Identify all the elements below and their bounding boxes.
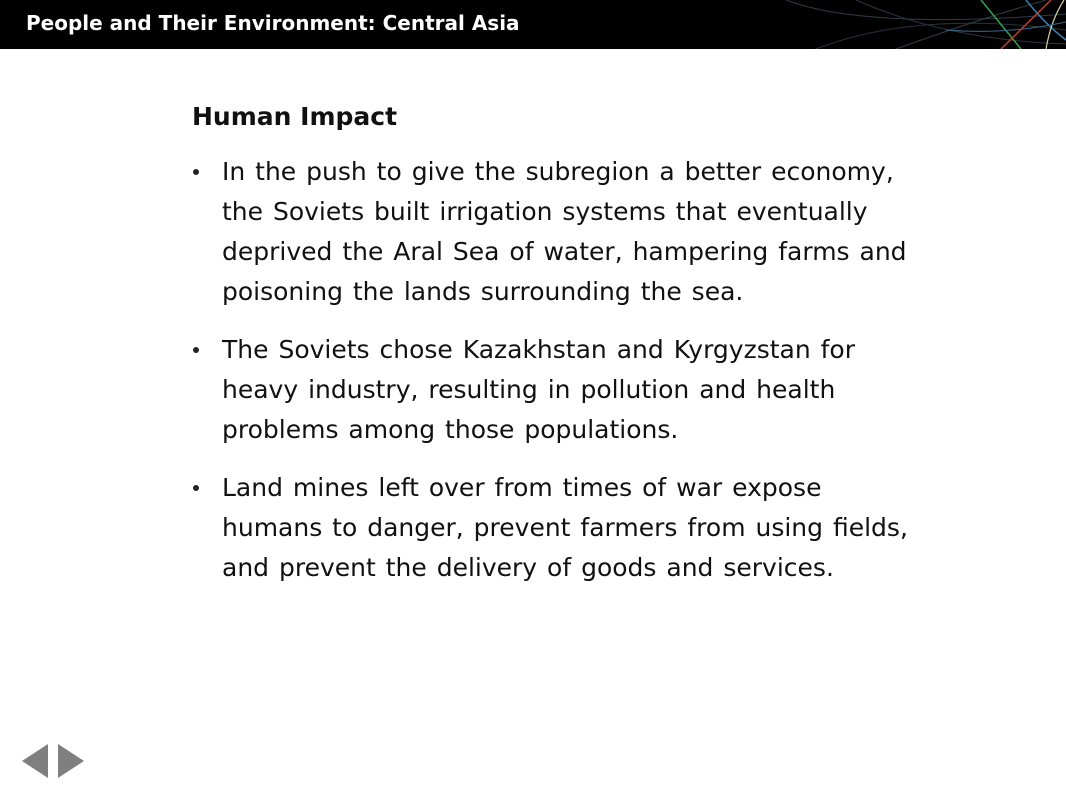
bullet-dot-icon [193, 485, 199, 491]
header-bar [0, 0, 1066, 49]
slide-navigation [22, 744, 84, 778]
next-slide-button[interactable] [58, 744, 84, 778]
triangle-left-icon [22, 744, 48, 778]
previous-slide-button[interactable] [22, 744, 48, 778]
bullet-item [192, 468, 922, 588]
bullet-list [192, 152, 922, 588]
bullet-text: In the push to give the subregion a better economy, the Soviets built irrigation systems that eventually deprived the Aral Sea of water, hampering farms and poisoning the lands surrounding the sea. [222, 157, 907, 306]
bullet-text: Land mines left over from times of war expose humans to danger, prevent farmers from using fields, and prevent the delivery of goods and services. [222, 473, 908, 582]
bullet-item [192, 152, 922, 312]
slide-heading: Human Impact [192, 102, 398, 131]
globe-lines-graphic [746, 0, 1066, 49]
slide-content [192, 100, 922, 606]
triangle-right-icon [58, 744, 84, 778]
bullet-dot-icon [193, 169, 199, 175]
bullet-text: The Soviets chose Kazakhstan and Kyrgyzstan for heavy industry, resulting in pollution and health problems among those populations. [222, 335, 856, 444]
bullet-dot-icon [193, 347, 199, 353]
header-title: People and Their Environment: Central Asia [26, 11, 520, 35]
bullet-item [192, 330, 922, 450]
